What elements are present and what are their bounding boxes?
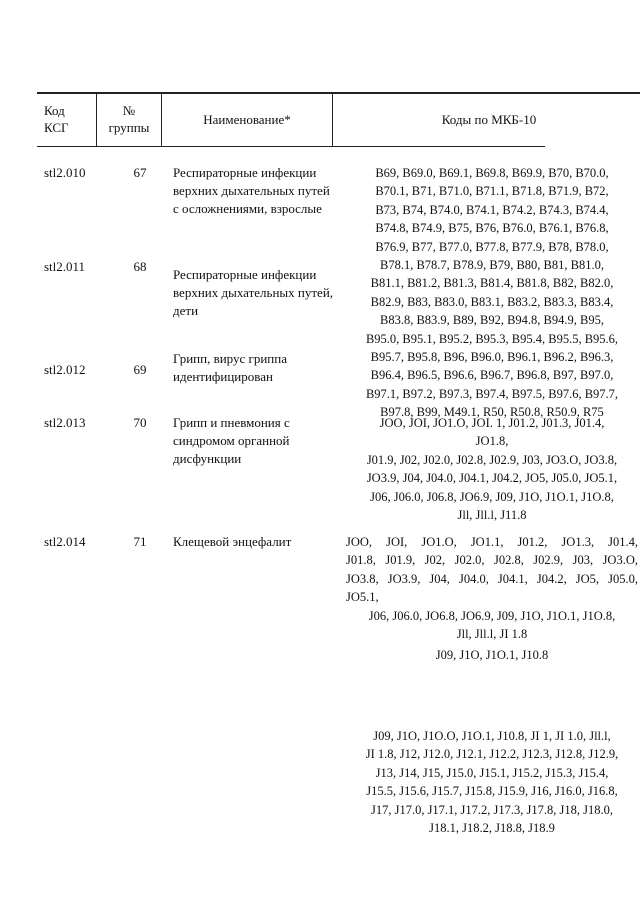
row-code: stl2.012 [44, 362, 86, 377]
row-name: Респираторные инфекции верхних дыхательных путей с осложнениями, взрослые [173, 165, 330, 216]
mkb-line: B83.8, B83.9, B89, B92, B94.8, B94.9, B95, [380, 313, 604, 328]
mkb-line: J06, J06.0, JO6.8, JO6.9, J09, J1O, J1O.1, J1O.8, [368, 609, 616, 623]
row-group: 68 [133, 259, 147, 274]
mkb-line: B78.1, B78.7, B78.9, B79, B80, B81, B81.0, [380, 258, 604, 273]
row-code: stl2.011 [44, 259, 86, 274]
mkb-line: J13, J14, J15, J15.0, J15.1, J15.2, J15.3, J15.4, [375, 765, 609, 780]
mkb-line: J06, J06.0, J06.8, JO6.9, J09, J1O, J1O.1, J1O.8, [370, 489, 614, 504]
row-name: Клещевой энцефалит [173, 534, 292, 549]
mkb-line: JO3.9, J04, J04.0, J04.1, J04.2, JO5, J05.0, JO5.1, [366, 471, 618, 486]
row-code: stl2.013 [44, 415, 86, 430]
mkb-codes-block [346, 414, 638, 524]
mkb-line: JO3.8, JO3.9, J04, J04.0, J04.1, J04.2, JO5, J05.0, [346, 571, 638, 586]
mkb-line: B76.9, B77, B77.0, B77.8, B77.9, B78, B78.0, [375, 239, 609, 254]
mkb-line: B74.8, B74.9, B75, B76, B76.0, B76.1, B76.8, [375, 221, 609, 236]
mkb-codes-block [346, 607, 638, 644]
row-code: stl2.010 [44, 165, 86, 180]
row-name: Грипп и пневмония с синдромом органной дисфункции [173, 415, 290, 466]
header-code-label: Код КСГ [44, 103, 69, 135]
mkb-line: J01.9, J02, J02.0, J02.8, J02.9, J03, JO3.O, JO3.8, [366, 452, 618, 467]
mkb-line: JO5.1, [346, 590, 379, 605]
mkb-line: JI 1.8, J12, J12.0, J12.1, J12.2, J12.3, J12.8, J12.9, [365, 747, 619, 762]
row-group: 71 [133, 534, 147, 549]
row-code: stl2.014 [44, 534, 86, 549]
header-code-ksg [44, 92, 96, 146]
mkb-line: B73, B74, B74.0, B74.1, B74.2, B74.3, B74.4, [375, 202, 609, 217]
mkb-line: Jll, Jll.l, J11.8 [457, 508, 527, 523]
header-group-number [97, 92, 161, 146]
header-name-label: Наименование* [203, 111, 291, 127]
mkb-line: J15.5, J15.6, J15.7, J15.8, J15.9, J16, J16.0, J16.8, [366, 784, 618, 799]
mkb-line: JOO, JOI, JO1.O, JOI. 1, J01.2, J01.3, J01.4, [379, 416, 605, 430]
mkb-line: B95.0, B95.1, B95.2, B95.3, B95.4, B95.5, B95.6, [365, 331, 619, 346]
mkb-line: B96.4, B96.5, B96.6, B96.7, B96.8, B97, B97.0, [370, 368, 614, 383]
mkb-line: B70.1, B71, B71.0, B71.1, B71.8, B71.9, B72, [375, 184, 609, 199]
mkb-line: J09, J1O, J1O.1, J10.8 [435, 648, 549, 662]
mkb-codes-block [346, 533, 638, 607]
table-header-rule [37, 146, 545, 147]
mkb-line: B97.8, B99, M49.1, R50, R50.8, R50.9, R75 [380, 405, 604, 420]
mkb-line: B95.7, B95.8, B96, B96.0, B96.1, B96.2, B96.3, [370, 350, 614, 365]
mkb-line: B82.9, B83, B83.0, B83.1, B83.2, B83.3, B83.4, [370, 294, 614, 309]
row-group: 67 [133, 165, 147, 180]
mkb-codes-block [346, 727, 638, 837]
mkb-line: J01.8, J01.9, J02, J02.0, J02.8, J02.9, J03, JO3.O, [346, 553, 638, 568]
mkb-line: B81.1, B81.2, B81.3, B81.4, B81.8, B82, B82.0, [370, 276, 614, 291]
header-name [162, 92, 332, 146]
header-mkb-label: Коды по МКБ-10 [441, 111, 537, 127]
row-name: Грипп, вирус гриппа идентифицирован [173, 351, 287, 384]
row-group: 69 [133, 362, 147, 377]
mkb-line: JO1.8, [475, 434, 509, 449]
header-group-label: № группы [108, 103, 150, 135]
mkb-line: Jll, Jll.l, JI 1.8 [456, 627, 528, 642]
header-mkb-codes [333, 92, 640, 146]
mkb-line: B69, B69.0, B69.1, B69.8, B69.9, B70, B70.0, [375, 166, 609, 180]
mkb-line: J18.1, J18.2, J18.8, J18.9 [429, 821, 555, 836]
row-group: 70 [133, 415, 147, 430]
mkb-line: J17, J17.0, J17.1, J17.2, J17.3, J17.8, J18, J18.0, [370, 802, 614, 817]
mkb-codes-block [346, 646, 638, 664]
mkb-line: J09, J1O, J1O.O, J1O.1, J10.8, JI 1, JI 1.0, Jll.l, [373, 729, 611, 743]
mkb-codes-block [346, 164, 638, 422]
row-name: Респираторные инфекции верхних дыхательных путей, дети [173, 267, 334, 318]
mkb-line: JOO, JOI, JO1.O, JO1.1, J01.2, JO1.3, J01.4, [346, 535, 638, 549]
mkb-line: B97.1, B97.2, B97.3, B97.4, B97.5, B97.6, B97.7, [365, 386, 619, 401]
